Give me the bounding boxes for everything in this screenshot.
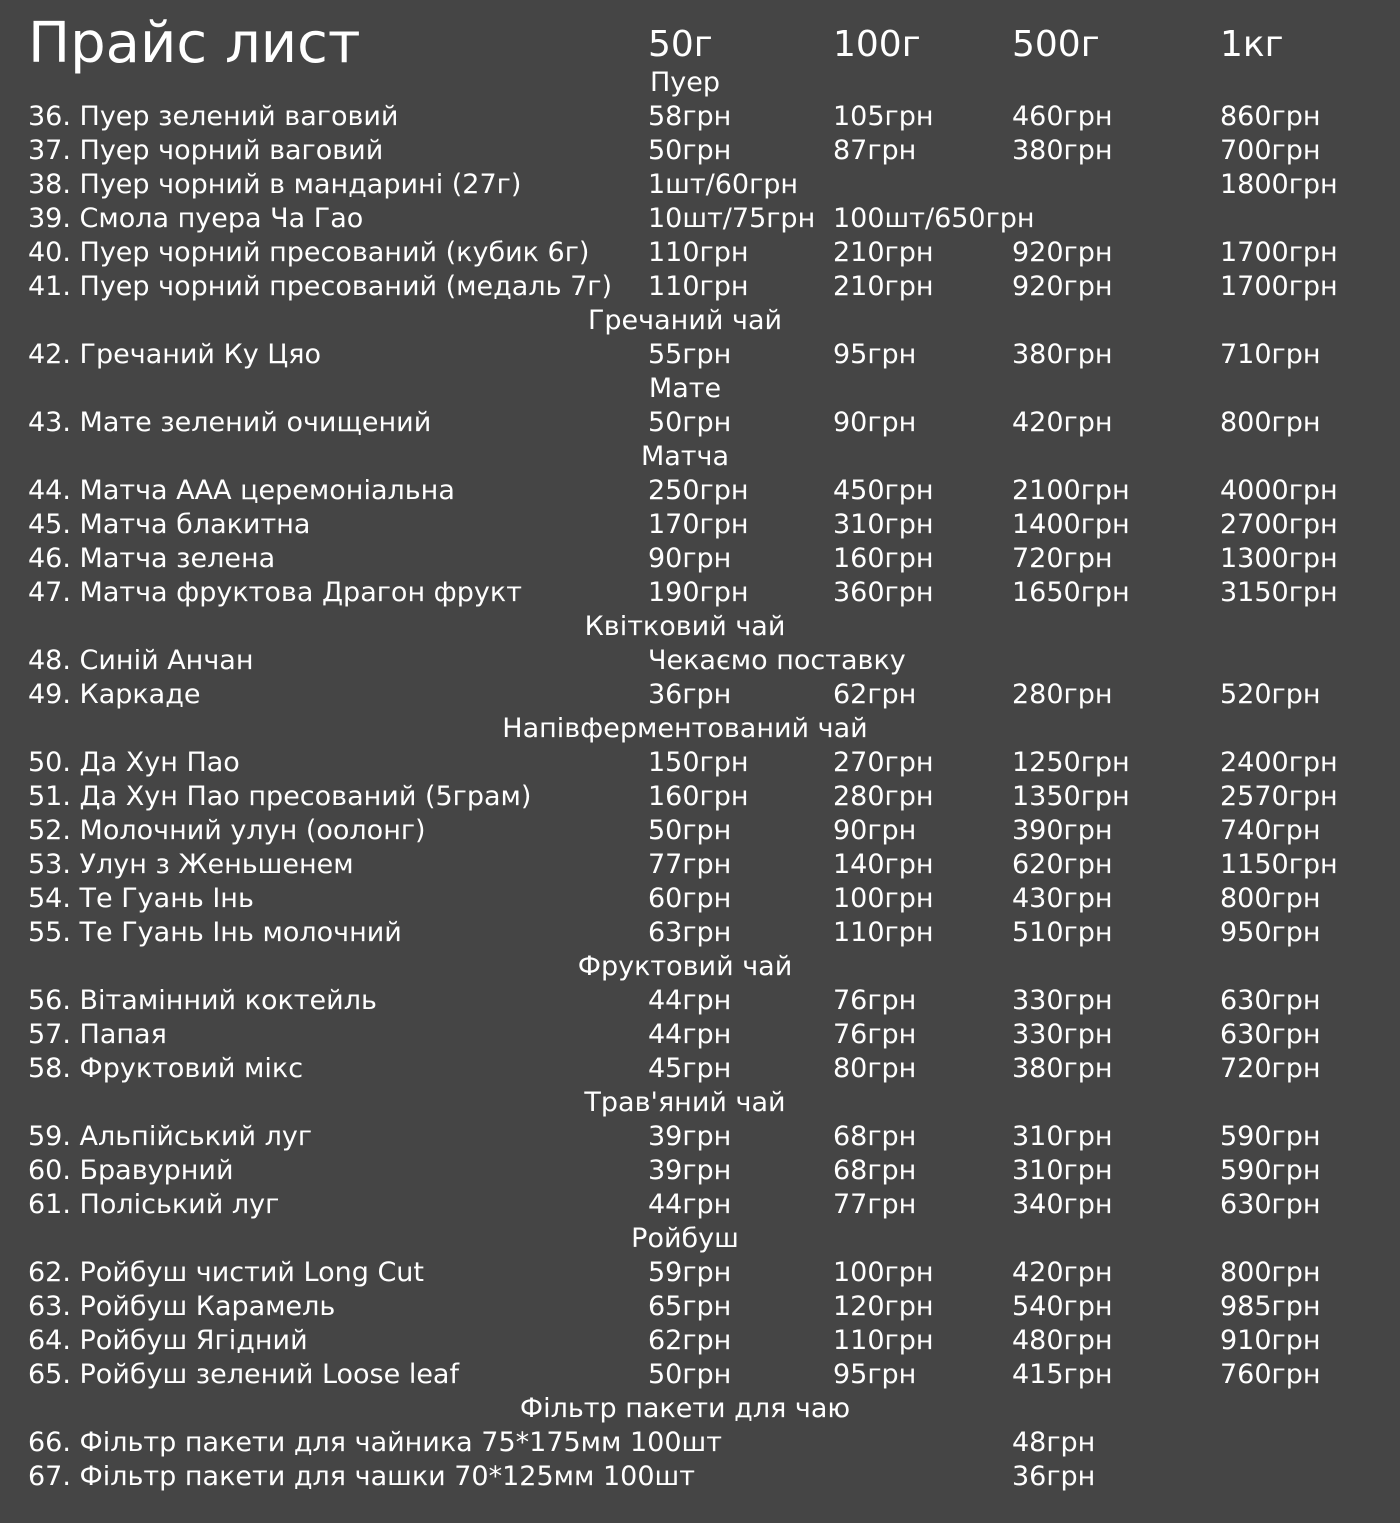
price-100g: 62грн [833, 679, 917, 710]
price-50g: 65грн [648, 1291, 732, 1322]
price-1kg: 910грн [1220, 1325, 1321, 1356]
price-100g: 110грн [833, 917, 934, 948]
price-100g: 120грн [833, 1291, 934, 1322]
price-100g: 110грн [833, 1325, 934, 1356]
table-row [0, 814, 1400, 848]
price-500g: 420грн [1012, 1257, 1113, 1288]
product-name: 48. Синій Анчан [28, 645, 254, 676]
table-row [0, 168, 1400, 202]
price-50g: 59грн [648, 1257, 732, 1288]
column-header-100g: 100г [833, 24, 921, 65]
price-500g: 720грн [1012, 543, 1113, 574]
price-50g: 60грн [648, 883, 732, 914]
price-500g: 380грн [1012, 339, 1113, 370]
price-50g: 77грн [648, 849, 732, 880]
table-row [0, 508, 1400, 542]
table-row [0, 1358, 1400, 1392]
section-title: Трав'яний чай [584, 1087, 786, 1118]
price-500g: 620грн [1012, 849, 1113, 880]
product-name: 41. Пуер чорний пресований (медаль 7г) [28, 271, 613, 302]
price-50g: 63грн [648, 917, 732, 948]
product-name: 38. Пуер чорний в мандарині (27г) [28, 169, 522, 200]
price-100g: 360грн [833, 577, 934, 608]
price-50g: 90грн [648, 543, 732, 574]
section-title: Напівферментований чай [502, 713, 868, 744]
column-header-50g: 50г [648, 24, 713, 65]
price-100g: 80грн [833, 1053, 917, 1084]
price-100g: 210грн [833, 271, 934, 302]
section-title: Мате [648, 373, 722, 404]
price-100g: 100грн [833, 883, 934, 914]
price-100g: 140грн [833, 849, 934, 880]
table-row [0, 134, 1400, 168]
price-50g: 50грн [648, 1359, 732, 1390]
product-name: 59. Альпійський луг [28, 1121, 313, 1152]
product-name: 66. Фільтр пакети для чайника 75*175мм 100шт [28, 1427, 722, 1458]
product-name: 61. Поліський луг [28, 1189, 280, 1220]
product-name: 51. Да Хун Пао пресований (5грам) [28, 781, 532, 812]
price-50g: 50грн [648, 135, 732, 166]
price-1kg: 4000грн [1220, 475, 1338, 506]
price-100g: 90грн [833, 815, 917, 846]
section-title: Гречаний чай [587, 305, 783, 336]
price-100g: 77грн [833, 1189, 917, 1220]
product-name: 55. Те Гуань Інь молочний [28, 917, 402, 948]
price-50g: 44грн [648, 1189, 732, 1220]
table-row [0, 1154, 1400, 1188]
price-500g: 310грн [1012, 1155, 1113, 1186]
table-row [0, 1324, 1400, 1358]
section-header [0, 440, 1400, 474]
price-500g: 540грн [1012, 1291, 1113, 1322]
table-row [0, 1290, 1400, 1324]
table-row [0, 576, 1400, 610]
product-name: 39. Смола пуера Ча Гао [28, 203, 364, 234]
price-100g: 68грн [833, 1155, 917, 1186]
price-50g: 1шт/60грн [648, 169, 799, 200]
section-header [0, 304, 1400, 338]
product-name: 50. Да Хун Пао [28, 747, 240, 778]
table-row [0, 644, 1400, 678]
price-1kg: 740грн [1220, 815, 1321, 846]
price-50g: 150грн [648, 747, 749, 778]
table-row [0, 338, 1400, 372]
price-1kg: 1300грн [1220, 543, 1338, 574]
product-name: 44. Матча ААА церемоніальна [28, 475, 455, 506]
price-1kg: 2700грн [1220, 509, 1338, 540]
price-500g: 310грн [1012, 1121, 1113, 1152]
price-50g: 110грн [648, 271, 749, 302]
price-500g: 1400грн [1012, 509, 1130, 540]
price-1kg: 2570грн [1220, 781, 1338, 812]
price-500g: 920грн [1012, 237, 1113, 268]
section-header [0, 950, 1400, 984]
price-100g: 310грн [833, 509, 934, 540]
price-500g: 330грн [1012, 1019, 1113, 1050]
price-50g: 160грн [648, 781, 749, 812]
product-name: 60. Бравурний [28, 1155, 234, 1186]
price-500g: 2100грн [1012, 475, 1130, 506]
price-100g: 68грн [833, 1121, 917, 1152]
product-name: 65. Ройбуш зелений Loose leaf [28, 1359, 459, 1390]
product-name: 46. Матча зелена [28, 543, 276, 574]
table-row [0, 1188, 1400, 1222]
table-row [0, 882, 1400, 916]
price-50g: 58грн [648, 101, 732, 132]
price-500g: 430грн [1012, 883, 1113, 914]
price-500g: 390грн [1012, 815, 1113, 846]
price-100g: 270грн [833, 747, 934, 778]
price-100g: 160грн [833, 543, 934, 574]
product-name: 53. Улун з Женьшенем [28, 849, 354, 880]
price-1kg: 1800грн [1220, 169, 1338, 200]
product-name: 47. Матча фруктова Драгон фрукт [28, 577, 522, 608]
table-row [0, 1052, 1400, 1086]
page-title: Прайс лист [28, 11, 361, 76]
price-100g: 280грн [833, 781, 934, 812]
column-header-500g: 500г [1012, 24, 1100, 65]
product-name: 45. Матча блакитна [28, 509, 311, 540]
price-50g: 44грн [648, 1019, 732, 1050]
price-1kg: 630грн [1220, 1019, 1321, 1050]
product-name: 52. Молочний улун (оолонг) [28, 815, 426, 846]
price-1kg: 720грн [1220, 1053, 1321, 1084]
product-name: 43. Мате зелений очищений [28, 407, 432, 438]
price-500g: 1250грн [1012, 747, 1130, 778]
table-row [0, 1426, 1400, 1460]
price-500g: 380грн [1012, 1053, 1113, 1084]
price-1kg: 3150грн [1220, 577, 1338, 608]
section-header [0, 1222, 1400, 1256]
price-500g: 380грн [1012, 135, 1113, 166]
price-50g: 44грн [648, 985, 732, 1016]
table-row [0, 780, 1400, 814]
price-50g: 55грн [648, 339, 732, 370]
table-row [0, 236, 1400, 270]
price-50g: 170грн [648, 509, 749, 540]
product-name: 56. Вітамінний коктейль [28, 985, 377, 1016]
price-1kg: 1700грн [1220, 271, 1338, 302]
price-1kg: 800грн [1220, 883, 1321, 914]
product-name: 42. Гречаний Ку Цяо [28, 339, 322, 370]
price-50g: 250грн [648, 475, 749, 506]
price-500g: 280грн [1012, 679, 1113, 710]
table-row [0, 916, 1400, 950]
price-1kg: 800грн [1220, 407, 1321, 438]
section-title: Пуер [649, 67, 721, 98]
price-500g: 1650грн [1012, 577, 1130, 608]
price-50g: 39грн [648, 1155, 732, 1186]
price-100g: 100грн [833, 1257, 934, 1288]
section-title: Фільтр пакети для чаю [519, 1393, 851, 1424]
price-100g: 95грн [833, 339, 917, 370]
price-1kg: 590грн [1220, 1155, 1321, 1186]
price-500g: 420грн [1012, 407, 1113, 438]
table-row [0, 406, 1400, 440]
price-50g: 50грн [648, 407, 732, 438]
product-name: 57. Папая [28, 1019, 167, 1050]
price-100g: 95грн [833, 1359, 917, 1390]
product-name: 37. Пуер чорний ваговий [28, 135, 384, 166]
price-500g: 340грн [1012, 1189, 1113, 1220]
price-1kg: 2400грн [1220, 747, 1338, 778]
table-row [0, 848, 1400, 882]
price-500g: 330грн [1012, 985, 1113, 1016]
section-title: Фруктовий чай [577, 951, 793, 982]
table-row [0, 1120, 1400, 1154]
price-1kg: 1150грн [1220, 849, 1338, 880]
section-title: Ройбуш [631, 1223, 739, 1254]
price-500g: 36грн [1012, 1461, 1096, 1492]
price-100g: 76грн [833, 1019, 917, 1050]
table-row [0, 1256, 1400, 1290]
price-1kg: 950грн [1220, 917, 1321, 948]
product-name: 64. Ройбуш Ягідний [28, 1325, 308, 1356]
price-100g: 100шт/650грн [833, 203, 1035, 234]
price-500g: 48грн [1012, 1427, 1096, 1458]
price-1kg: 800грн [1220, 1257, 1321, 1288]
product-name: 40. Пуер чорний пресований (кубик 6г) [28, 237, 590, 268]
product-name: 54. Те Гуань Інь [28, 883, 254, 914]
price-1kg: 630грн [1220, 985, 1321, 1016]
section-header [0, 712, 1400, 746]
table-row [0, 100, 1400, 134]
price-100g: 87грн [833, 135, 917, 166]
table-row [0, 1460, 1400, 1494]
section-title: Квітковий чай [584, 611, 786, 642]
table-row [0, 984, 1400, 1018]
price-1kg: 590грн [1220, 1121, 1321, 1152]
table-row [0, 542, 1400, 576]
price-1kg: 700грн [1220, 135, 1321, 166]
product-name: 62. Ройбуш чистий Long Cut [28, 1257, 425, 1288]
price-1kg: 520грн [1220, 679, 1321, 710]
price-50g: 36грн [648, 679, 732, 710]
price-500g: 415грн [1012, 1359, 1113, 1390]
price-1kg: 985грн [1220, 1291, 1321, 1322]
availability-note: Чекаємо поставку [648, 645, 906, 676]
price-100g: 76грн [833, 985, 917, 1016]
price-1kg: 1700грн [1220, 237, 1338, 268]
price-50g: 190грн [648, 577, 749, 608]
section-header [0, 610, 1400, 644]
price-500g: 920грн [1012, 271, 1113, 302]
section-header [0, 1392, 1400, 1426]
price-1kg: 710грн [1220, 339, 1321, 370]
price-50g: 62грн [648, 1325, 732, 1356]
price-1kg: 760грн [1220, 1359, 1321, 1390]
price-500g: 480грн [1012, 1325, 1113, 1356]
price-100g: 450грн [833, 475, 934, 506]
table-row [0, 678, 1400, 712]
column-header-1kg: 1кг [1220, 24, 1284, 65]
table-row [0, 474, 1400, 508]
price-100g: 210грн [833, 237, 934, 268]
price-1kg: 860грн [1220, 101, 1321, 132]
price-50g: 50грн [648, 815, 732, 846]
price-100g: 105грн [833, 101, 934, 132]
table-row [0, 1018, 1400, 1052]
price-50g: 110грн [648, 237, 749, 268]
price-50g: 39грн [648, 1121, 732, 1152]
product-name: 67. Фільтр пакети для чашки 70*125мм 100шт [28, 1461, 695, 1492]
price-50g: 45грн [648, 1053, 732, 1084]
section-title: Матча [640, 441, 730, 472]
product-name: 58. Фруктовий мікс [28, 1053, 304, 1084]
price-500g: 510грн [1012, 917, 1113, 948]
table-row [0, 746, 1400, 780]
price-1kg: 630грн [1220, 1189, 1321, 1220]
product-name: 36. Пуер зелений ваговий [28, 101, 399, 132]
price-100g: 90грн [833, 407, 917, 438]
price-500g: 460грн [1012, 101, 1113, 132]
section-header [0, 66, 1400, 100]
price-500g: 1350грн [1012, 781, 1130, 812]
price-50g: 10шт/75грн [648, 203, 816, 234]
table-row [0, 270, 1400, 304]
table-row [0, 202, 1400, 236]
product-name: 49. Каркаде [28, 679, 201, 710]
section-header [0, 1086, 1400, 1120]
section-header [0, 372, 1400, 406]
product-name: 63. Ройбуш Карамель [28, 1291, 336, 1322]
